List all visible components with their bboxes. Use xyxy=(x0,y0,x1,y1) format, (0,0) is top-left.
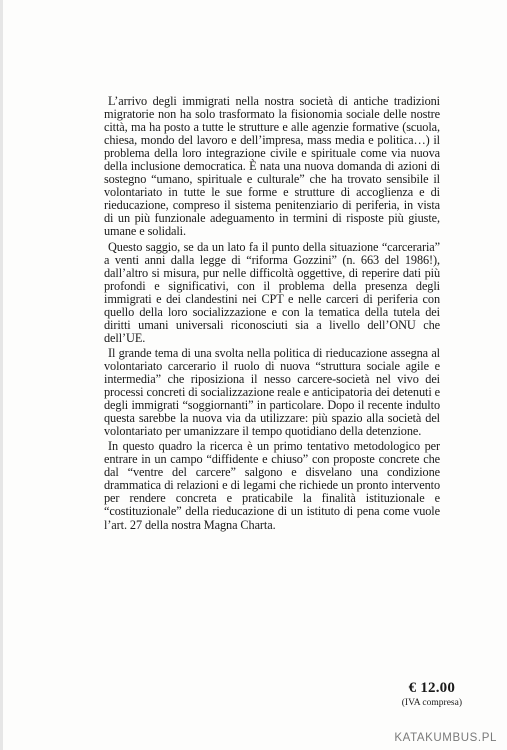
price-value: € 12.00 xyxy=(408,680,456,696)
price-vat-note: (IVA compresa) xyxy=(401,698,462,708)
price-block xyxy=(402,680,462,708)
blurb-text xyxy=(104,95,440,534)
blurb-paragraph-1: L’arrivo degli immigrati nella nostra società di antiche tradizioni migratorie non ha solo trasformato la fisionomia sociale delle nostre città, ma ha posto a tutte le strutture e alle agenzie formative (scuola, chiesa, mondo del lavoro e dell’impresa, mass media e politica…) il problema della loro integrazione civile e spirituale come via nuova della inclusione democratica. È nata una nuova domanda di azioni di sostegno “umano, spirituale e culturale” che ha trovato sensibile il volontariato in tutte le sue forme e strutture di accoglienza e di rieducazione, compreso il sistema penitenziario di periferia, in vista di un più funzionale adeguamento in termini di risposte più giuste, umane e solidali. xyxy=(104,94,440,239)
watermark: KATAKUMBUS.PL xyxy=(394,732,497,744)
blurb-paragraph-2: Questo saggio, se da un lato fa il punto della situazione “carceraria” a venti anni dalla legge di “riforma Gozzini” (n. 663 del 1986!), dall’altro si misura, pur nelle difficoltà oggettive, di reperire dati più profondi e significativi, con il problema della presenza degli immigrati e dei clandestini nei CPT e nelle carceri di periferia con quello della loro socializzazione e con la tematica della tutela dei diritti umani universali riconosciuti sia a livello dell’ONU che dell’UE. xyxy=(104,239,440,345)
blurb-paragraph-4: In questo quadro la ricerca è un primo tentativo metodologico per entrare in un campo “diffidente e chiuso” con proposte concrete che dal “ventre del carcere” salgono e disvelano una condizione drammatica di relazioni e di legami che richiede un pronto intervento per rendere concreta e praticabile la finalità istituzionale e “costituzionale” della rieducazione di un istituto di pena come vuole l’art. 27 della nostra Magna Charta. xyxy=(104,439,440,532)
blurb-paragraph-3: Il grande tema di una svolta nella politica di rieducazione assegna al volontariato carcerario il ruolo di nuova “struttura sociale agile e intermedia” che riposiziona il nesso carcere-società nel vivo dei processi concreti di socializzazione reale e anticipatoria dei detenuti e degli immigrati “soggiornanti” in particolare. Dopo il recente indulto questa sarebbe la nuova via da utilizzare: più spazio alla società del volontariato per umanizzare il tempo quotidiano della detenzione. xyxy=(104,345,440,439)
page-edge-shadow xyxy=(0,0,3,750)
